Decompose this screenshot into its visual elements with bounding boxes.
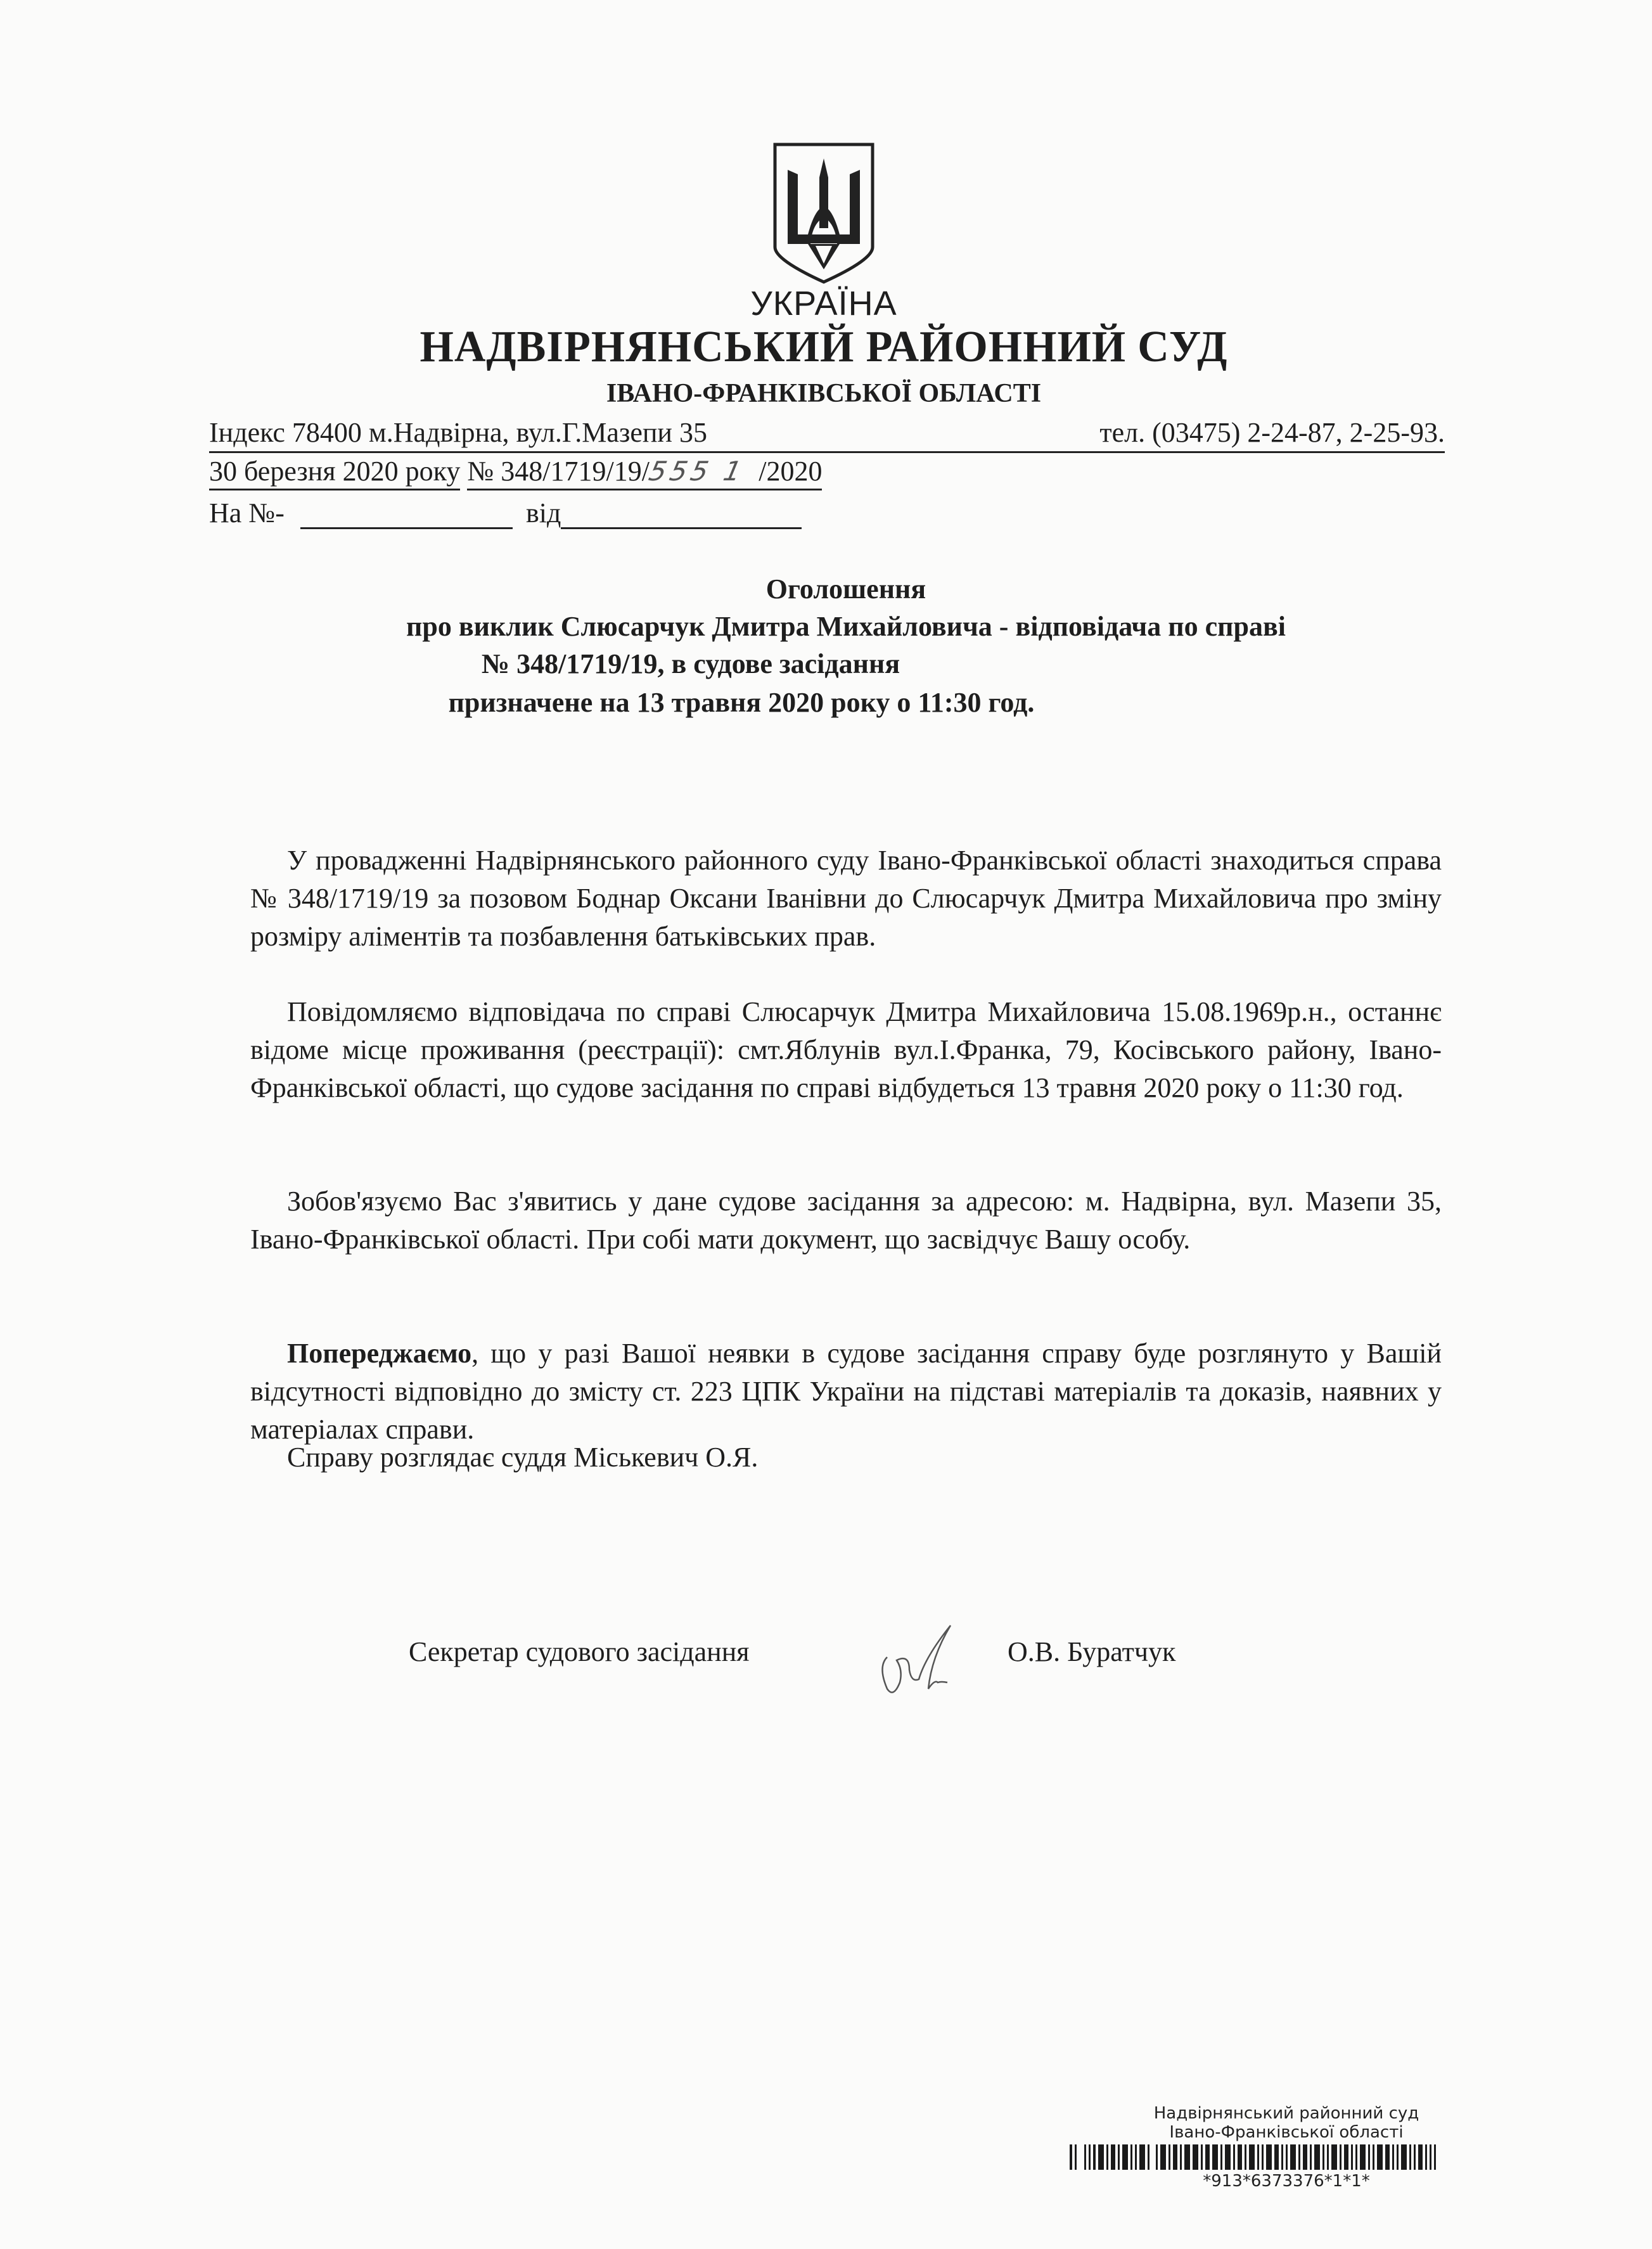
- document-date: 30 березня 2020 року: [209, 455, 460, 490]
- notice-title: Оголошення: [765, 573, 926, 605]
- barcode-icon: [1070, 2144, 1513, 2170]
- stamp-court-name: Надвірнянський районний суд Івано-Франківської області: [1153, 2104, 1419, 2142]
- body-paragraph-judge: Справу розглядає суддя Міськевич О.Я.: [287, 1442, 759, 1473]
- reply-to-number-blank: [300, 504, 513, 529]
- court-phone: тел. (03475) 2-24-87, 2-25-93.: [1099, 417, 1445, 448]
- body-paragraph-case: У провадженні Надвірнянського районного суду Івано-Франківської області знаходиться справа № 348/1719/19 за позовом Боднар Оксани Іванівни до Слюсарчук Дмитра Михайловича про зміну розміру аліментів та позбавлення батьківських прав.: [250, 845, 1442, 952]
- from-date-blank: [561, 504, 802, 529]
- address-line: [209, 412, 1445, 453]
- from-label: від: [525, 497, 561, 529]
- barcode-number: *913*6373376*1*1*: [1203, 2172, 1370, 2191]
- court-name: НАДВІРНЯНСЬКИЙ РАЙОННИЙ СУД: [419, 323, 1228, 371]
- body-paragraph-notification: Повідомляємо відповідача по справі Слюсарчук Дмитра Михайловича 15.08.1969р.н., останнє відоме місце проживання (реєстрації): смт.Яблунів вул.І.Франка, 79, Косівського району, Івано-Франківської області, що судове засідання по справі відбудеться 13 травня 2020 року о 11:30 год.: [250, 996, 1442, 1103]
- document-number: № 348/1719/19/555 1 /2020: [467, 455, 822, 490]
- body-paragraph-appearance: Зобов'язуємо Вас з'явитись у дане судове засідання за адресою: м. Надвірна, вул. Мазепи 35, Івано-Франківської області. При собі мати документ, що засвідчує Вашу особу.: [250, 1186, 1442, 1255]
- trident-coat-of-arms-icon: [770, 139, 878, 285]
- reference-line: [209, 455, 822, 490]
- reply-to-label: На №-: [209, 497, 285, 529]
- oblast-name: ІВАНО-ФРАНКІВСЬКОЇ ОБЛАСТІ: [606, 379, 1042, 408]
- signer-role: Секретар судового засідання: [409, 1636, 750, 1667]
- notice-hearing-line: призначене на 13 травня 2020 року о 11:30 год.: [448, 687, 1035, 718]
- notice-subject-line: про виклик Слюсарчук Дмитра Михайловича - відповідача по справі: [406, 611, 1286, 642]
- signer-name: О.В. Буратчук: [1008, 1636, 1176, 1667]
- country-name: УКРАЇНА: [750, 285, 897, 323]
- court-address: Індекс 78400 м.Надвірна, вул.Г.Мазепи 35: [209, 417, 707, 448]
- handwritten-signature-icon: [874, 1619, 1001, 1701]
- handwritten-number: 555 1: [646, 456, 748, 487]
- body-paragraph-warning: Попереджаємо, що у разі Вашої неявки в судове засідання справу буде розглянуто у Вашій відсутності відповідно до змісту ст. 223 ЦПК України на підставі матеріалів та доказів, наявних у матеріалах справи.: [250, 1338, 1442, 1445]
- reply-to-line: [209, 497, 802, 529]
- warning-label: Попереджаємо: [287, 1338, 472, 1369]
- notice-case-line: № 348/1719/19, в судове засідання: [481, 648, 900, 679]
